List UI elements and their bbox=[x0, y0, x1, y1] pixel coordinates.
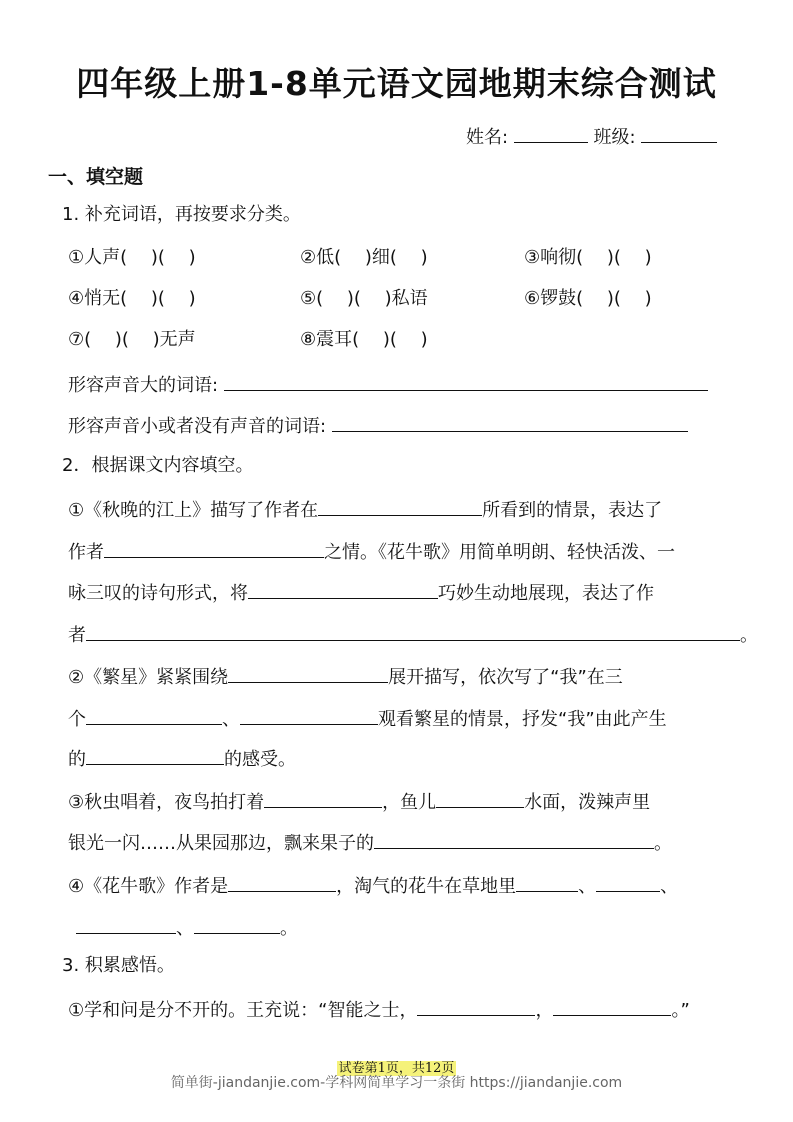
blank[interactable] bbox=[86, 744, 224, 765]
blank[interactable] bbox=[374, 828, 654, 849]
blank[interactable] bbox=[436, 787, 524, 808]
q2-p3-line1 bbox=[68, 787, 650, 815]
blank[interactable] bbox=[194, 913, 280, 934]
q3-prompt: 3. 积累感悟。 bbox=[62, 955, 175, 976]
blank[interactable] bbox=[76, 913, 176, 934]
blank[interactable] bbox=[86, 704, 222, 725]
text: 巧妙生动地展现，表达了作 bbox=[438, 583, 654, 604]
text: 。 bbox=[280, 918, 298, 939]
loud-blank[interactable] bbox=[224, 370, 708, 391]
q1-item-6: ⑥锣鼓( )( ) bbox=[524, 288, 652, 309]
q2-p1-line2 bbox=[68, 537, 675, 565]
text: 展开描写，依次写了“我”在三 bbox=[388, 667, 623, 688]
blank[interactable] bbox=[240, 704, 378, 725]
q1-item-3: ③响彻( )( ) bbox=[524, 247, 652, 268]
blank[interactable] bbox=[228, 871, 336, 892]
text: ②《繁星》紧紧围绕 bbox=[68, 667, 229, 688]
page-number-text: 试卷第1页，共12页 bbox=[338, 1061, 455, 1076]
text: ③秋虫唱着，夜鸟拍打着 bbox=[68, 792, 265, 813]
text: 的 bbox=[68, 749, 86, 770]
blank[interactable] bbox=[248, 578, 438, 599]
q2-p3-line2 bbox=[68, 828, 672, 856]
q1-item-5: ⑤( )( )私语 bbox=[300, 288, 428, 309]
name-class-row bbox=[466, 122, 717, 150]
quiet-blank[interactable] bbox=[332, 411, 688, 432]
blank[interactable] bbox=[596, 871, 660, 892]
blank[interactable] bbox=[318, 495, 482, 516]
blank[interactable] bbox=[516, 871, 578, 892]
q2-prompt: 2．根据课文内容填空。 bbox=[62, 455, 254, 476]
text: ，鱼儿 bbox=[382, 792, 437, 813]
page-title: 四年级上册1-8单元语文园地期末综合测试 bbox=[76, 64, 717, 103]
text: 观看繁星的情景，抒发“我”由此产生 bbox=[378, 709, 667, 730]
q1-item-8: ⑧震耳( )( ) bbox=[300, 329, 428, 350]
q1-loud-row bbox=[68, 370, 708, 398]
text: 、 bbox=[222, 709, 240, 730]
text: 个 bbox=[68, 709, 86, 730]
quiet-label: 形容声音小或者没有声音的词语: bbox=[68, 416, 327, 437]
q3-p1-line1 bbox=[68, 995, 690, 1023]
text: 。 bbox=[654, 833, 672, 854]
text: 咏三叹的诗句形式，将 bbox=[68, 583, 248, 604]
blank[interactable] bbox=[264, 787, 382, 808]
q2-p4-line2 bbox=[76, 913, 298, 941]
class-label: 班级: bbox=[593, 127, 636, 148]
text: 。 bbox=[740, 625, 758, 646]
text: 所看到的情景，表达了 bbox=[482, 500, 663, 521]
q2-p2-line3 bbox=[68, 744, 296, 772]
blank[interactable] bbox=[228, 662, 388, 683]
loud-label: 形容声音大的词语: bbox=[68, 375, 219, 396]
text: 的感受。 bbox=[224, 749, 296, 770]
q1-item-7: ⑦( )( )无声 bbox=[68, 329, 196, 350]
blank[interactable] bbox=[417, 995, 535, 1016]
text: 、 bbox=[660, 876, 679, 897]
text: 、 bbox=[176, 918, 194, 939]
text: 之情。《花牛歌》用简单明朗、轻快活泼、一 bbox=[324, 542, 675, 563]
q2-p1-line4 bbox=[68, 620, 758, 648]
blank[interactable] bbox=[86, 620, 740, 641]
name-label: 姓名: bbox=[466, 127, 509, 148]
q2-p2-line1 bbox=[68, 662, 623, 690]
text: ，淘气的花牛在草地里 bbox=[336, 876, 517, 897]
text: ， bbox=[535, 1000, 554, 1021]
q1-quiet-row bbox=[68, 411, 688, 439]
blank[interactable] bbox=[553, 995, 671, 1016]
text: ①《秋晚的江上》描写了作者在 bbox=[68, 500, 319, 521]
section-heading: 一、填空题 bbox=[48, 166, 144, 188]
site-watermark: 简单街-jiandanjie.com-学科网简单学习一条街 https://jiandanjie.com bbox=[170, 1075, 623, 1091]
text: ①学和问是分不开的。王充说：“智能之士， bbox=[68, 1000, 418, 1021]
text: 作者 bbox=[68, 542, 104, 563]
name-blank[interactable] bbox=[514, 122, 588, 143]
text: 。” bbox=[671, 1000, 690, 1021]
q2-p1-line3 bbox=[68, 578, 654, 606]
text: 者 bbox=[68, 625, 86, 646]
q2-p4-line1 bbox=[68, 871, 678, 899]
q2-p1-line1 bbox=[68, 495, 662, 523]
q1-item-1: ①人声( )( ) bbox=[68, 247, 196, 268]
text: ④《花牛歌》作者是 bbox=[68, 876, 229, 897]
text: 、 bbox=[578, 876, 597, 897]
class-blank[interactable] bbox=[641, 122, 717, 143]
text: 银光一闪……从果园那边，飘来果子的 bbox=[68, 833, 374, 854]
text: 水面，泼辣声里 bbox=[524, 792, 651, 813]
q1-item-4: ④悄无( )( ) bbox=[68, 288, 196, 309]
q1-item-2: ②低( )细( ) bbox=[300, 247, 428, 268]
blank[interactable] bbox=[104, 537, 324, 558]
q1-prompt: 1. 补充词语，再按要求分类。 bbox=[62, 204, 301, 225]
q2-p2-line2 bbox=[68, 704, 667, 732]
